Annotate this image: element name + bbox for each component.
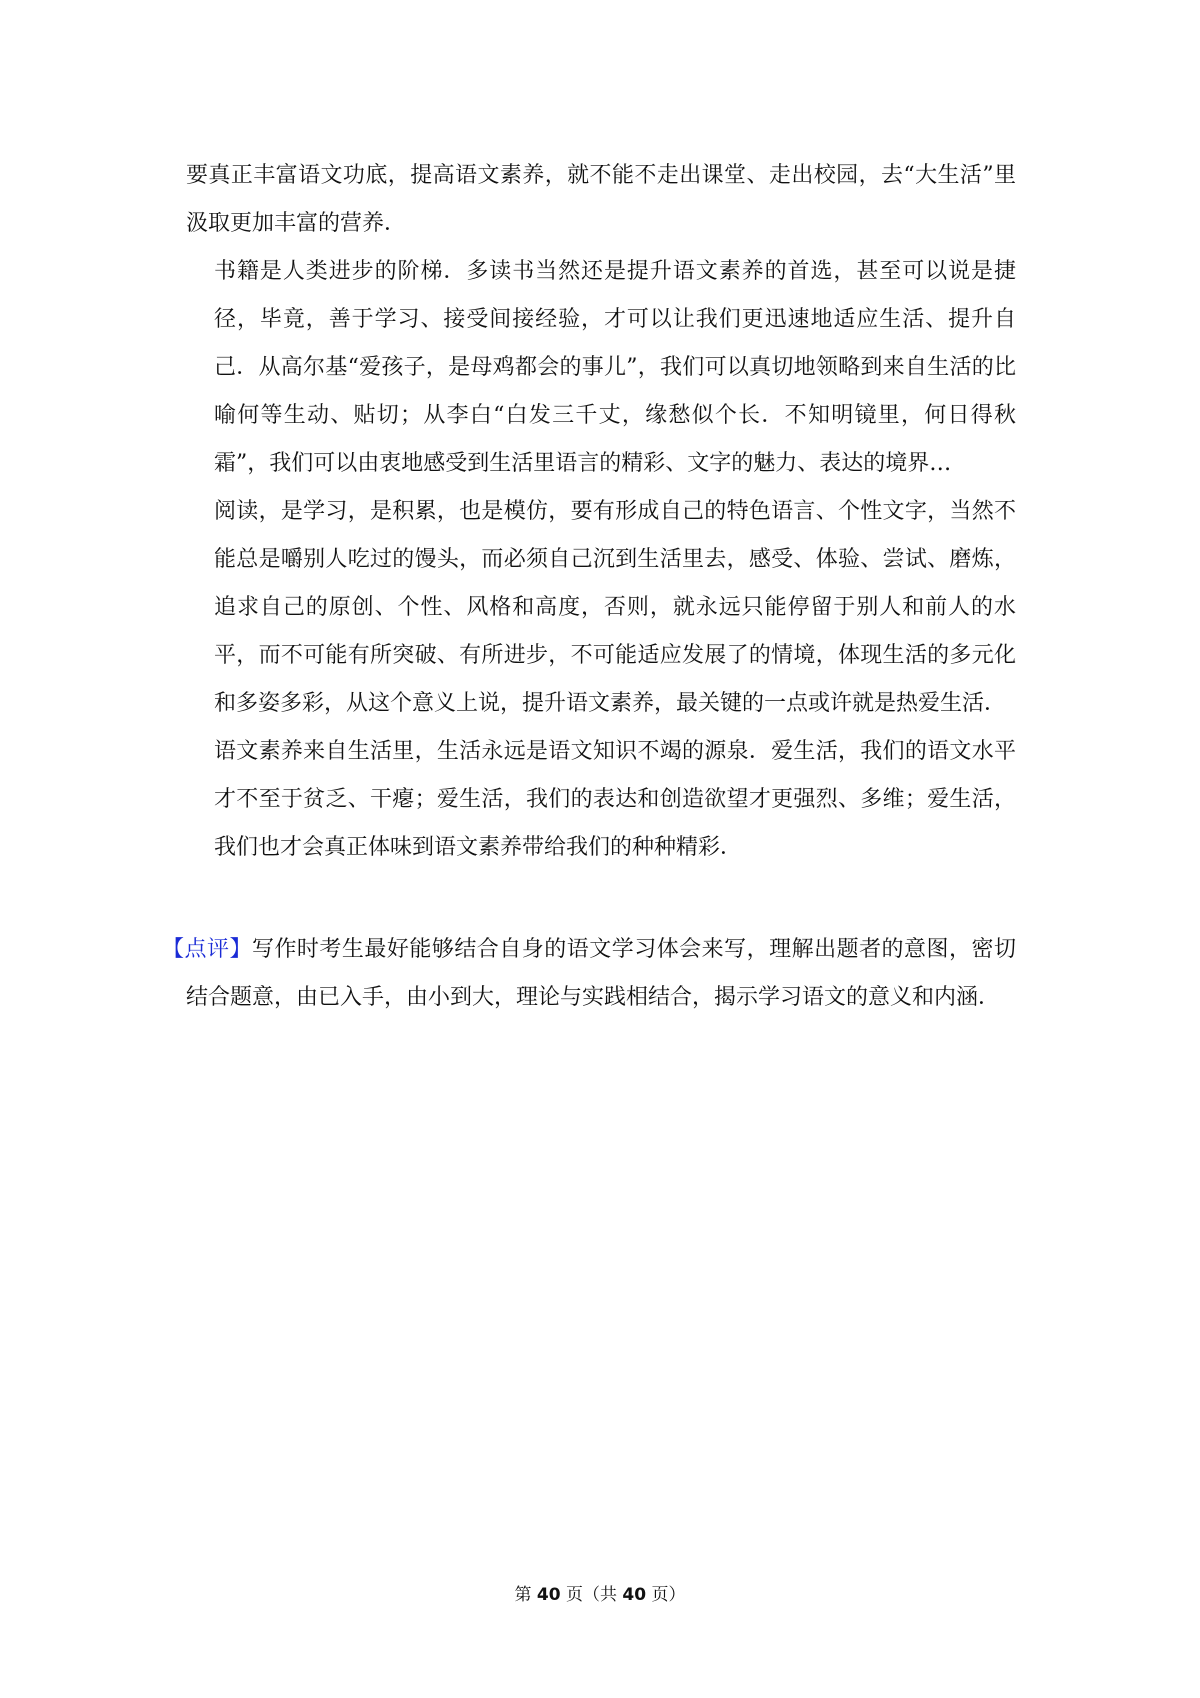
paragraph-3: 阅读，是学习，是积累，也是模仿，要有形成自己的特色语言、个性文字，当然不能总是嚼别人吃过的馒头，而必须自己沉到生活里去，感受、体验、尝试、磨炼，追求自己的原创、个性、风格和高度，否则，就永远只能停留于别人和前人的水平，而不可能有所突破、有所进步，不可能适应发展了的情境，体现生活的多元化和多姿多彩，从这个意义上说，提升语文素养，最关键的一点或许就是热爱生活． — [214, 499, 1016, 716]
comment-text: 写作时考生最好能够结合自身的语文学习体会来写，理解出题者的意图，密切结合题意，由已入手，由小到大，理论与实践相结合，揭示学习语文的意义和内涵． — [186, 937, 1016, 1010]
comment-tag: 【点评】 — [162, 937, 252, 962]
essay-body — [186, 152, 1016, 872]
paragraph-4: 语文素养来自生活里，生活永远是语文知识不竭的源泉．爱生活，我们的语文水平才不至于贫乏、干瘪；爱生活，我们的表达和创造欲望才更强烈、多维；爱生活，我们也才会真正体味到语文素养带给我们的种种精彩． — [214, 739, 1016, 860]
page-footer — [0, 1580, 1200, 1605]
footer-page-number: 40 — [536, 1585, 561, 1605]
paragraph-2: 书籍是人类进步的阶梯．多读书当然还是提升语文素养的首选，甚至可以说是捷径，毕竟，善于学习、接受间接经验，才可以让我们更迅速地适应生活、提升自己．从高尔基“爱孩子，是母鸡都会的事儿”，我们可以真切地领略到来自生活的比喻何等生动、贴切；从李白“白发三千丈，缘愁似个长．不知明镜里，何日得秋霜”，我们可以由衷地感受到生活里语言的精彩、文字的魅力、表达的境界… — [214, 259, 1016, 476]
footer-suffix: 页） — [651, 1585, 686, 1605]
footer-total-pages: 40 — [622, 1585, 647, 1605]
footer-prefix: 第 — [514, 1585, 532, 1605]
comment-section — [162, 926, 1016, 1022]
comment-paragraph — [162, 926, 1016, 1022]
footer-middle: 页（共 — [566, 1585, 617, 1605]
paragraph-1: 要真正丰富语文功底，提高语文素养，就不能不走出课堂、走出校园，去“大生活”里汲取更加丰富的营养． — [186, 163, 1016, 236]
